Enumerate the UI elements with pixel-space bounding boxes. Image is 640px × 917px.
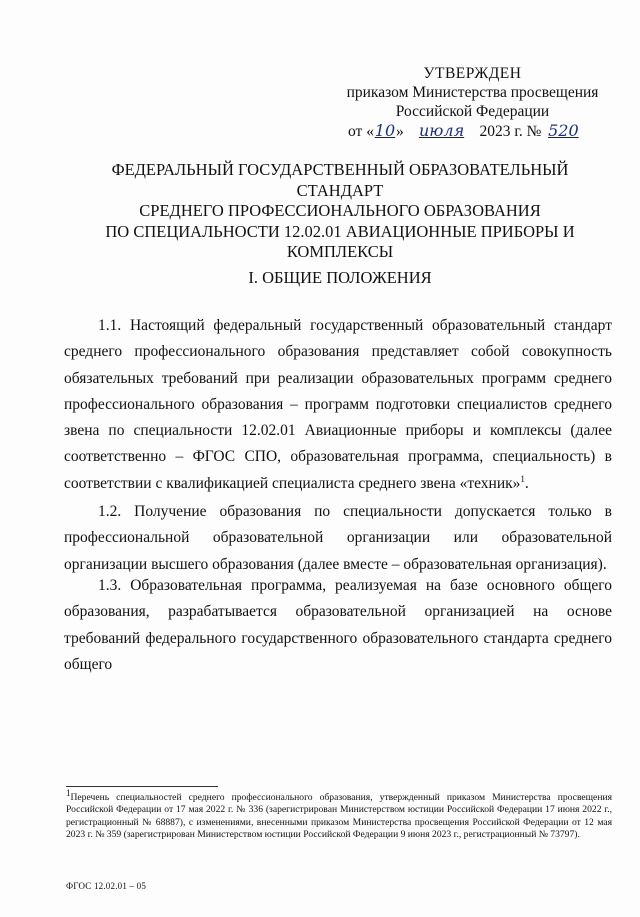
approval-block [330,64,615,141]
paragraph-1-1-end: . [524,474,529,492]
footnote-mark: 1 [66,787,71,798]
standard-title-line-3: ПО СПЕЦИАЛЬНОСТИ 12.02.01 АВИАЦИОННЫЕ ПРИБОРЫ И [105,221,575,241]
standard-title [70,160,610,263]
paragraph-1-3 [64,573,612,678]
section-heading: I. ОБЩИЕ ПОЛОЖЕНИЯ [248,268,432,287]
standard-title-line-2: СРЕДНЕГО ПРОФЕССИОНАЛЬНОГО ОБРАЗОВАНИЯ [139,201,541,220]
approval-title: УТВЕРЖДЕН [423,65,522,82]
order-month-handwritten: июля [418,121,465,140]
paragraph-1-2 [64,499,612,578]
footnote [66,787,612,841]
order-day-handwritten: 10 [374,121,396,140]
footnote-divider [66,786,218,787]
order-quote-close: » [395,123,404,140]
approval-line-ministry: приказом Министерства просвещения [346,84,599,101]
footer-code: ФГОС 12.02.01 – 05 [66,881,147,891]
standard-title-line-4: КОМПЛЕКСЫ [286,242,394,261]
approval-order-line [330,121,615,141]
order-year: 2023 г. № [479,123,542,140]
order-number-handwritten: 520 [548,121,579,140]
paragraph-1-3-text: 1.3. Образовательная программа, реализуемая на базе основного общего образования, разрабатывается образовательной организацией на основе требований федерального государственного образовательного стандарта среднего общего [64,577,612,673]
footnote-text: Перечень специальностей среднего профессионального образования, утвержденный приказом Министерства просвещения Российской Федерации от 17 мая 2022 г. № 336 (зарегистрирован Министерством юстиции Российской Федерации 17 июня 2022 г., регистрационный № 68887), с изменениями, внесенными приказом Министерства просвещения Российской Федерации от 12 мая 2023 г. № 359 (зарегистрирован Министерством юстиции Российской Федерации 9 июня 2023 г., регистрационный № 73797). [66,792,612,840]
paragraph-1-2-text: 1.2. Получение образования по специальности допускается только в профессиональной образовательной организации или образовательной организации высшего образования (далее вместе – образовательная организация). [64,503,612,573]
standard-title-line-1: ФЕДЕРАЛЬНЫЙ ГОСУДАРСТВЕННЫЙ ОБРАЗОВАТЕЛЬНЫЙ СТАНДАРТ [111,160,569,200]
order-prefix: от « [348,123,374,140]
footnote-reference[interactable]: 1 [520,473,525,484]
approval-line-federation: Российской Федерации [395,103,550,120]
paragraph-1-1-text: 1.1. Настоящий федеральный государственный образовательный стандарт среднего профессионального образования представляет собой совокупность обязательных требований при реализации образовательных программ среднего профессионального образования – программ подготовки специалистов среднего звена по специальности 12.02.01 Авиационные приборы и комплексы (далее соответственно – ФГОС СПО, образовательная программа, специальность) в соответствии с квалификацией специалиста среднего звена «техник» [64,317,612,492]
paragraph-1-1 [64,313,612,497]
